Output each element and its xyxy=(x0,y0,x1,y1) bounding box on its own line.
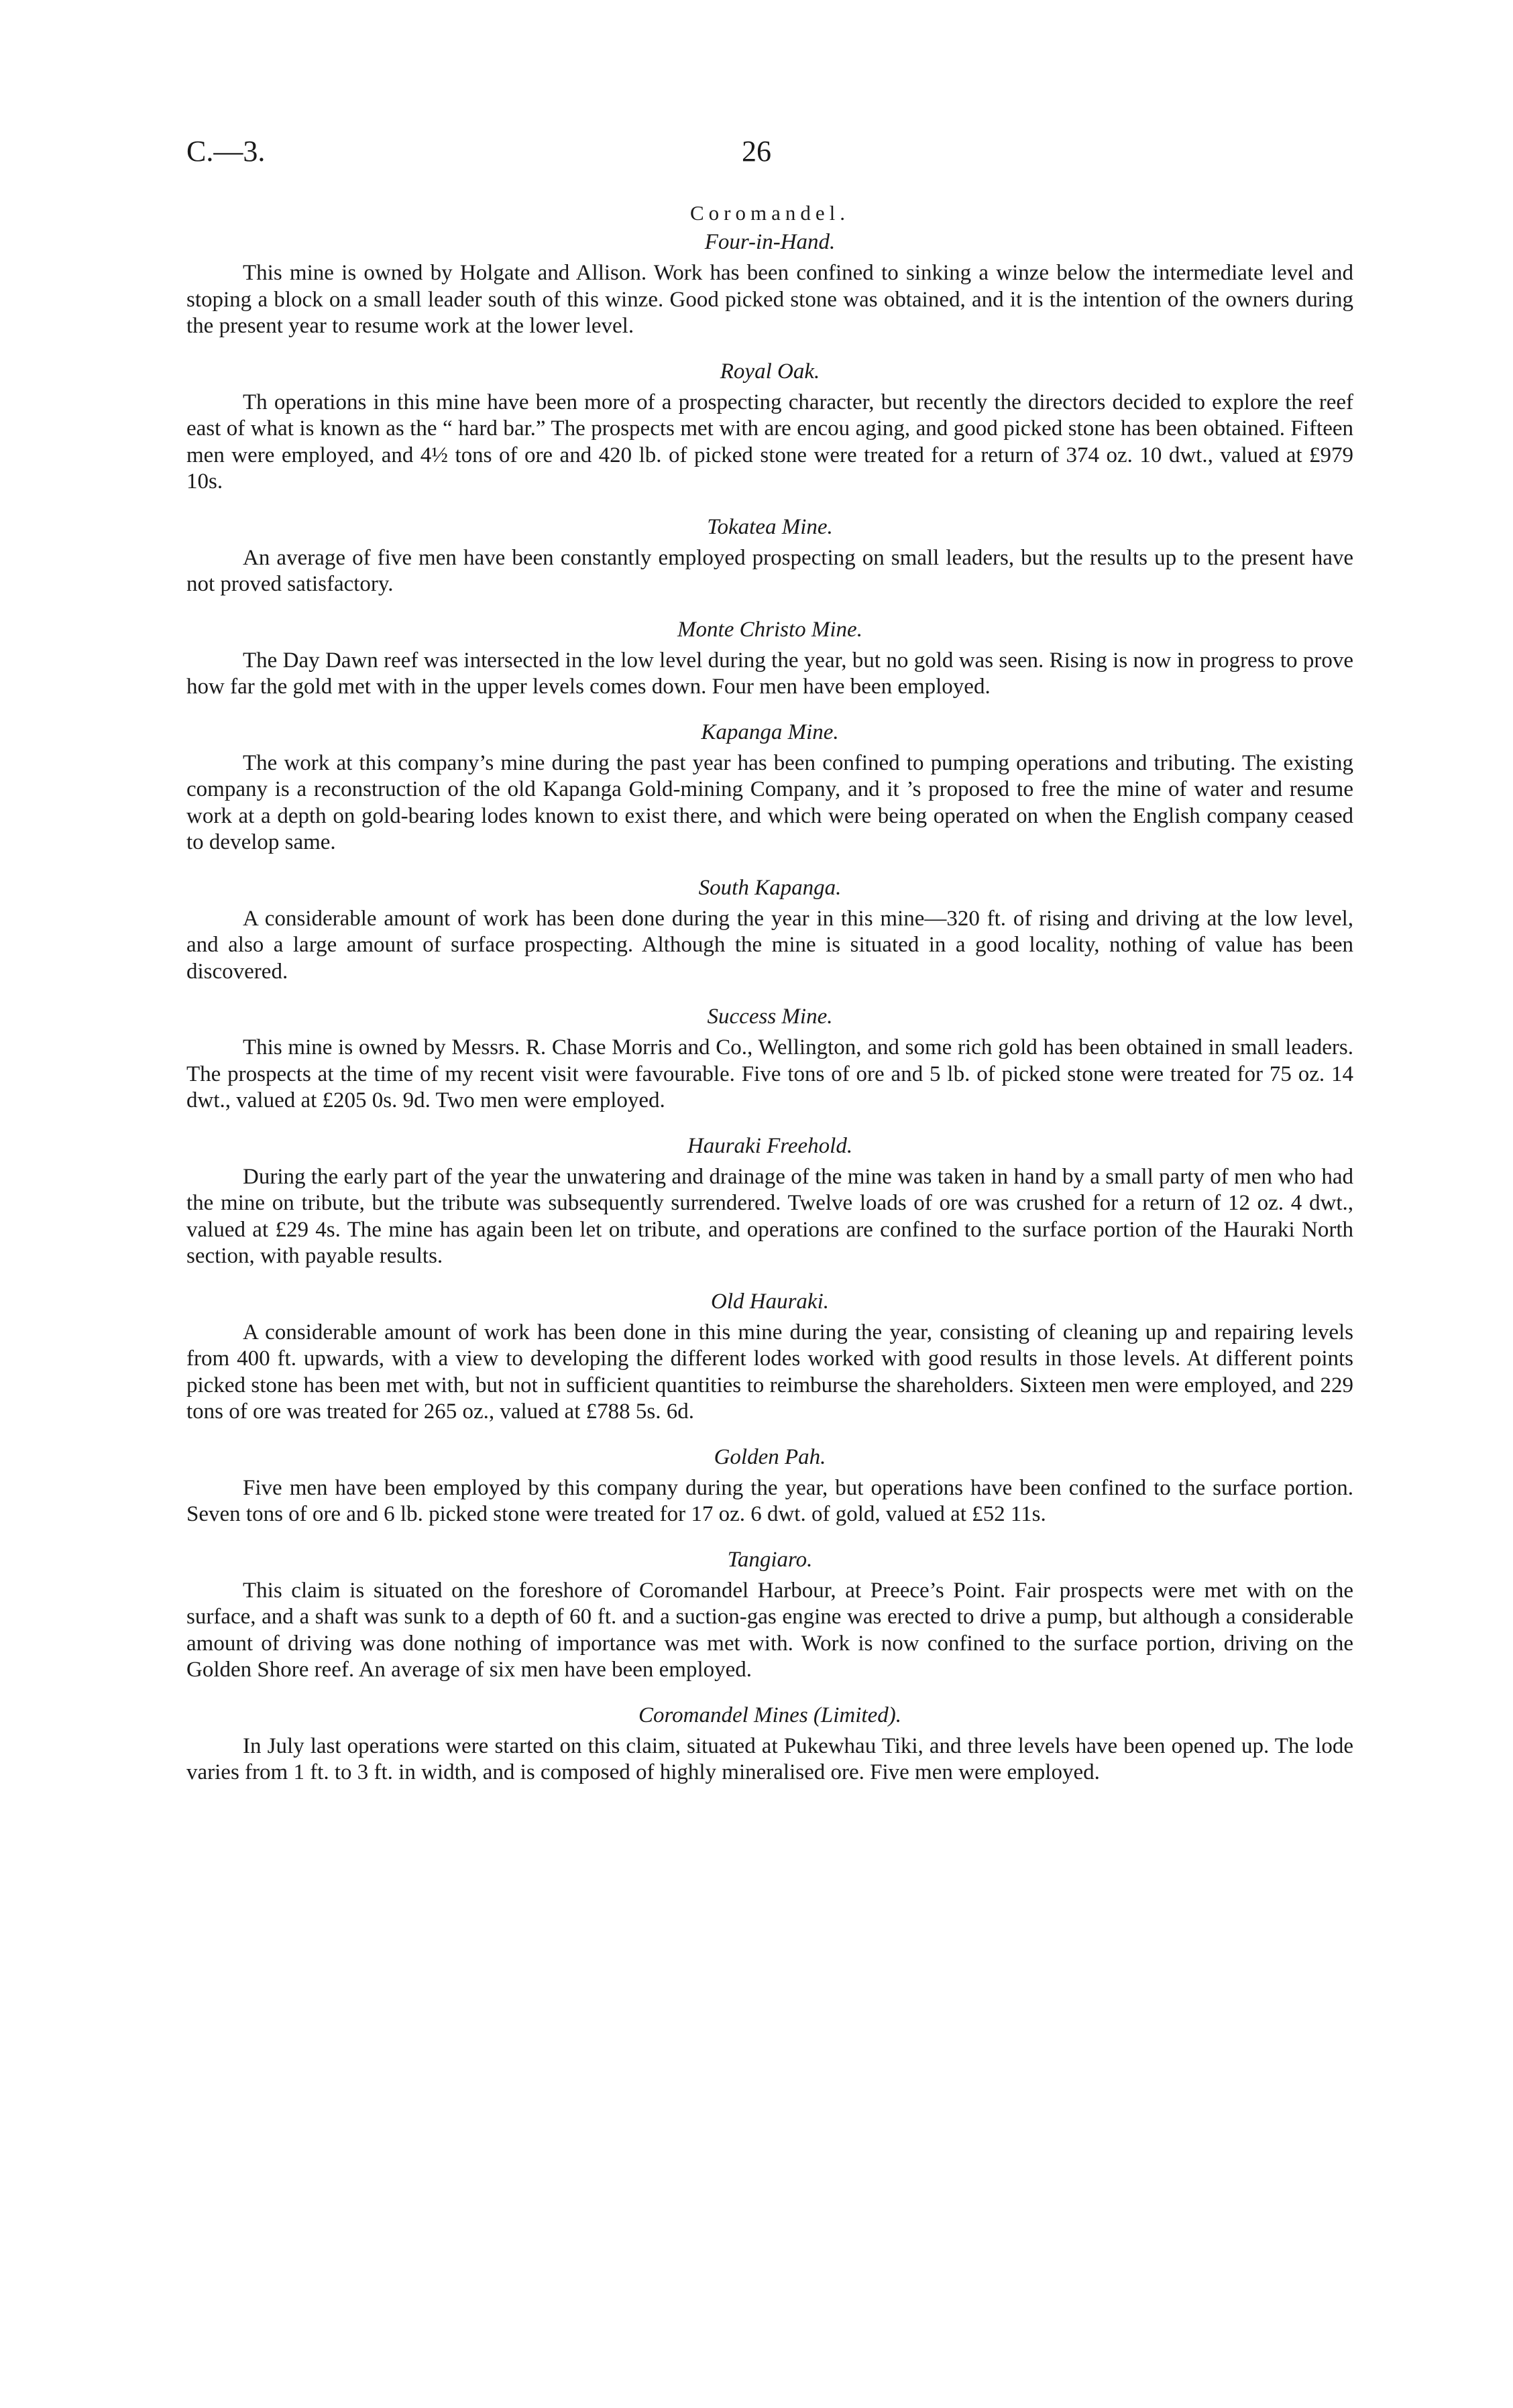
section-title: Old Hauraki. xyxy=(711,1289,829,1314)
section-title: Monte Christo Mine. xyxy=(677,617,862,642)
section-title: South Kapanga. xyxy=(698,875,842,900)
section-hauraki-freehold xyxy=(186,1132,1353,1270)
section-title: Tokatea Mine. xyxy=(707,514,833,539)
section-tangiaro xyxy=(186,1546,1353,1684)
region-title: Coromandel. xyxy=(690,201,850,225)
section-royal-oak xyxy=(186,357,1353,496)
section-paragraph: This mine is owned by Holgate and Allison. Work has been confined to sinking a winze below the intermediate level and stoping a block on a small leader south of this winze. Good picked stone was obtained, and it is the intention of the owners during the present year to resume work at the lower level. xyxy=(186,261,1353,338)
section-paragraph: In July last operations were started on this claim, situated at Pukewhau Tiki, and three levels have been opened up. The lode varies from 1 ft. to 3 ft. in width, and is composed of highly mineralised ore. Five men were employed. xyxy=(186,1733,1353,1784)
section-title: Golden Pah. xyxy=(714,1444,826,1469)
section-old-hauraki xyxy=(186,1287,1353,1426)
section-golden-pah xyxy=(186,1443,1353,1528)
section-paragraph: A considerable amount of work has been done in this mine during the year, consisting of cleaning up and repairing levels from 400 ft. upwards, with a view to developing the different lodes worked with good results in those levels. At different points picked stone has been met with, but not in sufficient quantities to reimburse the shareholders. Sixteen men were employed, and 229 tons of ore was treated for 265 oz., valued at £788 5s. 6d. xyxy=(186,1320,1353,1424)
section-monte-christo-mine xyxy=(186,616,1353,701)
section-paragraph: The Day Dawn reef was intersected in the low level during the year, but no gold was seen. Rising is now in progress to prove how far the gold met with in the upper levels comes down. Four men have been employed. xyxy=(186,648,1353,699)
section-south-kapanga xyxy=(186,874,1353,986)
page-number: 26 xyxy=(742,135,771,168)
report-body xyxy=(186,201,1353,1804)
section-paragraph: Th operations in this mine have been more of a prospecting character, but recently the directors decided to explore the reef east of what is known as the “ hard bar.” The prospects met with are encou aging, and good picked stone has been obtained. Fifteen men were employed, and 4½ tons of ore and 420 lb. of picked stone were treated for a return of 374 oz. 10 dwt., valued at £979 10s. xyxy=(186,390,1353,494)
section-four-in-hand xyxy=(186,228,1353,340)
section-title: Tangiaro. xyxy=(727,1547,813,1572)
page-header xyxy=(0,134,1513,174)
section-title: Coromandel Mines (Limited). xyxy=(638,1703,901,1727)
section-paragraph: An average of five men have been constantly employed prospecting on small leaders, but the results up to the present have not proved satisfactory. xyxy=(186,545,1353,596)
document-reference: C.—3. xyxy=(186,135,266,168)
section-title: Hauraki Freehold. xyxy=(687,1133,853,1158)
section-title: Four-in-Hand. xyxy=(704,230,836,254)
section-paragraph: This mine is owned by Messrs. R. Chase Morris and Co., Wellington, and some rich gold has been obtained in small leaders. The prospects at the time of my recent visit were favourable. Five tons of ore and 5 lb. of picked stone were treated for 75 oz. 14 dwt., valued at £205 0s. 9d. Two men were employed. xyxy=(186,1035,1353,1112)
section-success-mine xyxy=(186,1002,1353,1114)
section-kapanga-mine xyxy=(186,718,1353,856)
section-paragraph: The work at this company’s mine during the past year has been confined to pumping operations and tributing. The existing company is a reconstruction of the old Kapanga Gold-mining Company, and it ’s proposed to free the mine of water and resume work at a depth on gold-bearing lodes known to exist there, and which were being operated on when the English company ceased to develop same. xyxy=(186,750,1353,854)
section-title: Kapanga Mine. xyxy=(701,720,839,744)
section-title: Royal Oak. xyxy=(720,359,820,384)
section-coromandel-mines-limited xyxy=(186,1701,1353,1786)
section-title: Success Mine. xyxy=(707,1005,833,1029)
section-paragraph: Five men have been employed by this company during the year, but operations have been confined to the surface portion. Seven tons of ore and 6 lb. picked stone were treated for 17 oz. 6 dwt. of gold, valued at £52 11s. xyxy=(186,1475,1353,1526)
section-paragraph: During the early part of the year the unwatering and drainage of the mine was taken in hand by a small party of men who had the mine on tribute, but the tribute was subsequently surrendered. Twelve loads of ore was crushed for a return of 12 oz. 4 dwt., valued at £29 4s. The mine has again been let on tribute, and operations are confined to the surface portion of the Hauraki North section, with payable results. xyxy=(186,1164,1353,1268)
section-paragraph: A considerable amount of work has been done during the year in this mine—320 ft. of rising and driving at the low level, and also a large amount of surface prospecting. Although the mine is situated in a good locality, nothing of value has been discovered. xyxy=(186,906,1353,984)
section-paragraph: This claim is situated on the foreshore of Coromandel Harbour, at Preece’s Point. Fair prospects were met with on the surface, and a shaft was sunk to a depth of 60 ft. and a suction-gas engine was erected to drive a pump, but although a considerable amount of driving was done nothing of importance was met with. Work is now confined to the surface portion, driving on the Golden Shore reef. An average of six men have been employed. xyxy=(186,1578,1353,1682)
section-tokatea-mine xyxy=(186,513,1353,598)
